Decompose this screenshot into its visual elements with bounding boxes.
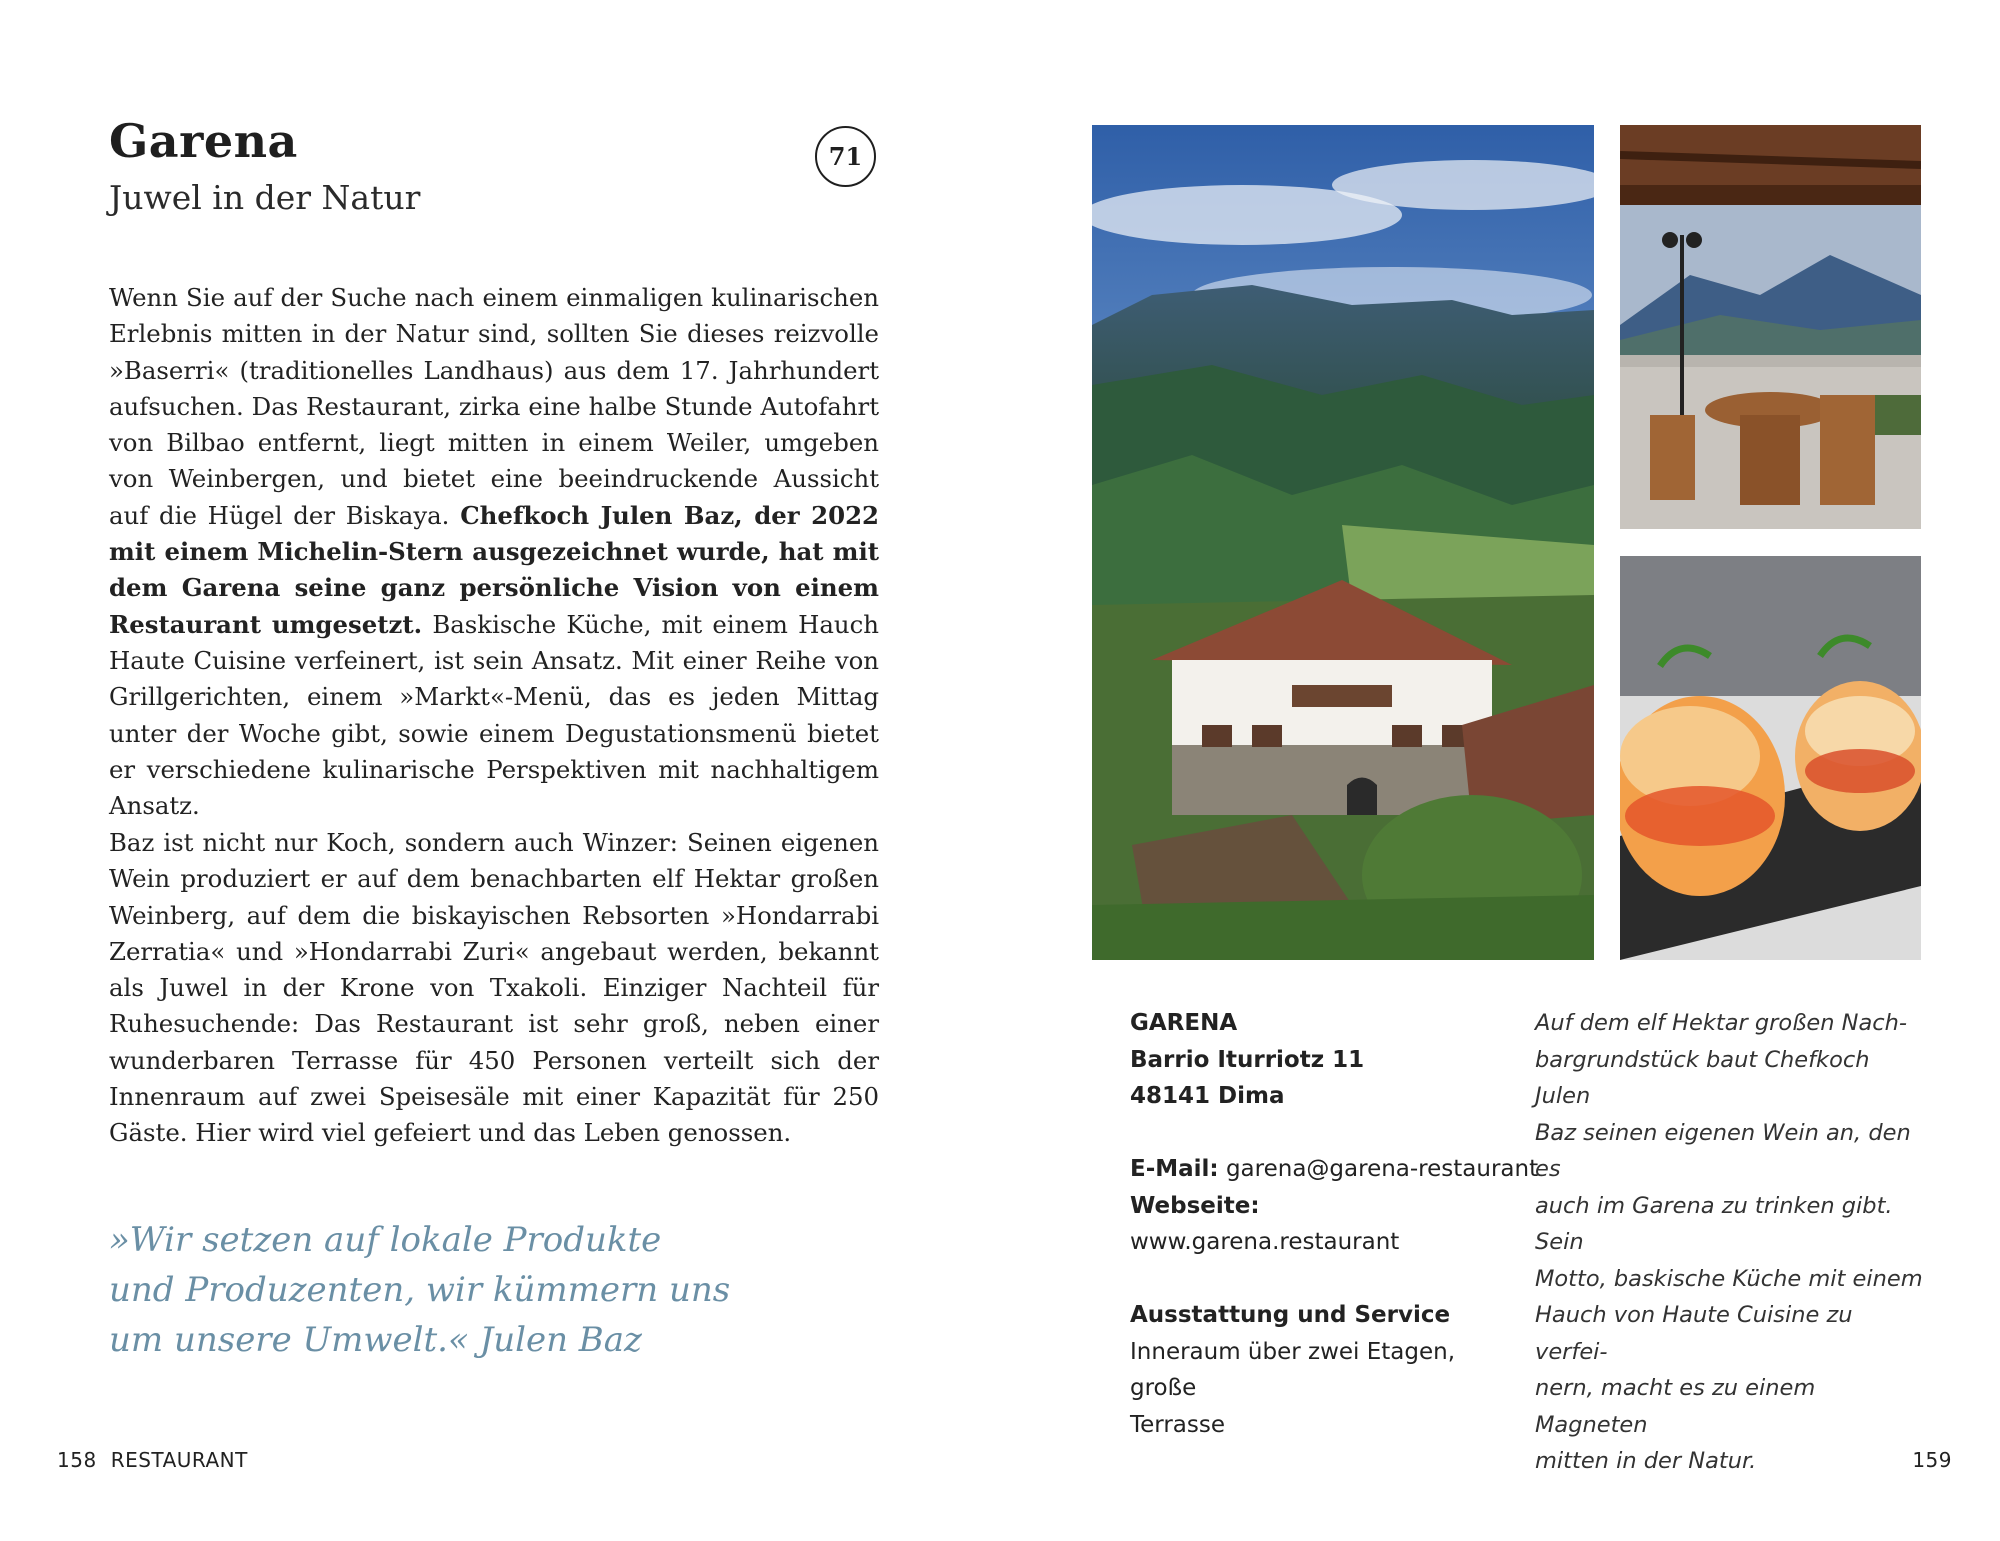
terrace-photo	[1620, 125, 1921, 529]
address-block	[1130, 1005, 1364, 1115]
pull-quote	[109, 1215, 809, 1365]
entry-number-badge: 71	[815, 126, 876, 187]
contact-block	[1130, 1151, 1538, 1261]
page-title: Garena	[109, 114, 298, 168]
quote-line-1: »Wir setzen auf lokale Produkte	[109, 1220, 662, 1260]
paragraph-1-rest: Baskische Küche, mit einem Hauch Haute Cuisine verfeinert, ist sein Ansatz. Mit einer Reihe von Grillgerichten, einem »Markt«-Menü, das es jeden Mittag unter der Woche gibt, sowie einem Degustationsmenü bietet er verschiedene kulinarische Perspektiven mit nachhaltigem Ansatz.	[109, 609, 879, 821]
page-number-left: 158	[57, 1448, 97, 1472]
paragraph-1-intro: Wenn Sie auf der Suche nach einem einmaligen kulinarischen Erlebnis mitten in der Natur sind, sollten Sie dieses reizvolle »Baserri« (traditionelles Landhaus) aus dem 17. Jahrhundert aufsuchen. Das Restaurant, zirka eine halbe Stunde Autofahrt von Bilbao entfernt, liegt mitten in einem Weiler, umgeben von Weinbergen, und bietet eine beeindruckende Aussicht auf die Hügel der Biskaya.	[109, 283, 879, 530]
features-heading: Ausstattung und Service	[1130, 1302, 1451, 1328]
landscape-farmhouse-photo	[1092, 125, 1594, 960]
caption-line-3: Baz seinen eigenen Wein an, den es	[1535, 1119, 1911, 1182]
features-line-1: Inneraum über zwei Etagen, große	[1130, 1338, 1456, 1401]
caption-line-4: auch im Garena zu trinken gibt. Sein	[1535, 1192, 1893, 1255]
email-label: E-Mail:	[1130, 1156, 1219, 1182]
quote-line-2: und Produzenten, wir kümmern uns	[109, 1270, 731, 1310]
body-paragraph-2: Baz ist nicht nur Koch, sondern auch Winzer: Seinen eigenen Wein produziert er auf dem benachbarten elf Hektar großen Weinberg, auf dem die biskayischen Rebsorten »Hondarrabi Zerratia« und »Hondarrabi Zuri« angebaut werden, bekannt als Juwel in der Krone von Txakoli. Einziger Nachteil für Ruhesuchende: Das Restaurant ist sehr groß, neben einer wunderbaren Terrasse für 450 Personen verteilt sich der Innenraum auf zwei Speisesäle mit einer Kapazität für 250 Gäste. Hier wird viel gefeiert und das Leben genossen.	[109, 828, 879, 1148]
email-value: garena@garena-restaurant	[1225, 1156, 1539, 1182]
features-line-2: Terrasse	[1130, 1411, 1226, 1438]
caption-line-2: bargrundstück baut Chefkoch Julen	[1535, 1046, 1870, 1109]
street-address: Barrio Iturriotz 11	[1130, 1046, 1365, 1073]
food-dish-photo	[1620, 556, 1921, 960]
paragraph-1-highlight: Chefkoch Julen Baz, der 2022 mit einem Michelin-Stern ausgezeichnet wurde, hat mit dem Garena seine ganz persönliche Vision von einem Restaurant umgesetzt.	[109, 500, 880, 639]
quote-line-3: um unsere Umwelt.« Julen Baz	[109, 1320, 642, 1360]
caption-line-1: Auf dem elf Hektar großen Nach-	[1535, 1010, 1907, 1036]
body-paragraph-1	[109, 280, 879, 824]
caption-line-6: Hauch von Haute Cuisine zu verfei-	[1535, 1302, 1853, 1365]
section-label: RESTAURANT	[110, 1448, 248, 1472]
caption-line-5: Motto, baskische Küche mit einem	[1535, 1265, 1923, 1292]
city-address: 48141 Dima	[1130, 1083, 1285, 1109]
features-block	[1130, 1297, 1520, 1443]
page-number-right: 159	[1912, 1448, 1952, 1472]
photo-caption	[1535, 1005, 1925, 1480]
footer-left	[57, 1448, 248, 1472]
website-label: Webseite:	[1130, 1192, 1260, 1219]
restaurant-name: GARENA	[1130, 1010, 1238, 1036]
caption-line-8: mitten in der Natur.	[1535, 1448, 1757, 1474]
page-subtitle: Juwel in der Natur	[109, 178, 421, 217]
caption-line-7: nern, macht es zu einem Magneten	[1535, 1375, 1816, 1438]
website-value: www.garena.restaurant	[1130, 1229, 1400, 1255]
